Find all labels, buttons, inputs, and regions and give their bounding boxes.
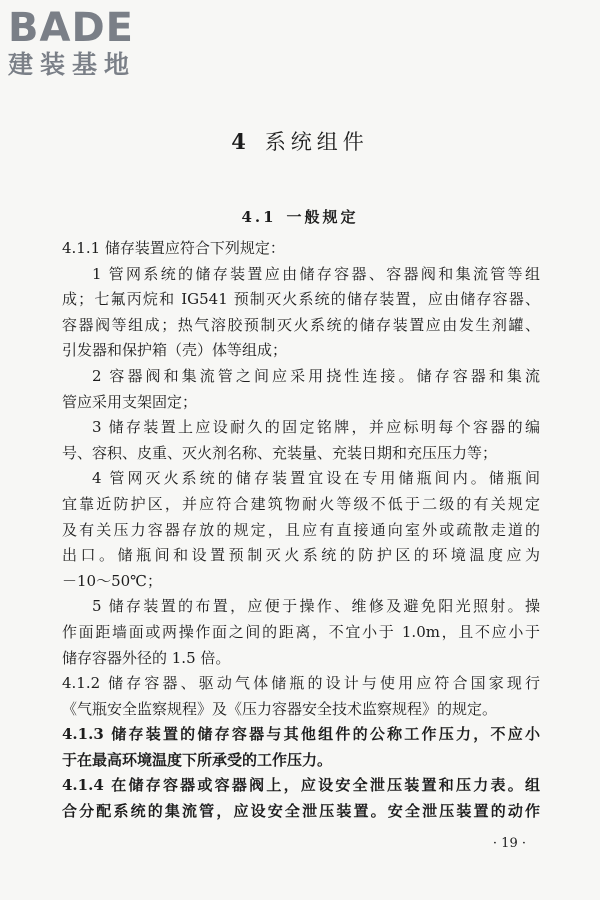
section-title: 一般规定 (286, 208, 359, 226)
item-4-line: 宜靠近防护区，并应符合建筑物耐火等级不低于二级的有关规定 (62, 494, 540, 513)
clause-4-1-1-line: 4.1.1 储存装置应符合下列规定： (62, 239, 285, 257)
item-4-line: 出口。储瓶间和设置预制灭火系统的防护区的环境温度应为 (62, 546, 540, 565)
section-number: 4.1 (241, 208, 277, 226)
chapter-title: 系统组件 (264, 130, 369, 154)
clause-4-1-3-line: 于在最高环境温度下所承受的工作压力。 (62, 750, 333, 769)
item-4-line: 及有关压力容器存放的规定，且应有直接通向室外或疏散走道的 (62, 520, 540, 539)
body-text (62, 236, 540, 825)
item-5-line: 储存容器外径的 1.5 倍。 (62, 648, 231, 667)
clause-4-1-3-line: 4.1.3 储存装置的储存容器与其他组件的公称工作压力，不应小 (62, 725, 540, 744)
item-1-line: 1 管网系统的储存装置应由储存容器、容器阀和集流管等组 (92, 264, 540, 283)
section-heading (0, 206, 600, 227)
clause-4-1-2-line: 4.1.2 储存容器、驱动气体储瓶的设计与使用应符合国家现行 (62, 674, 540, 693)
page-number: · 19 · (492, 836, 526, 851)
chapter-number: 4 (231, 129, 251, 154)
item-1-line: 成；七氟丙烷和 IG541 预制灭火系统的储存装置，应由储存容器、 (62, 290, 540, 309)
logo-brand: BADE (8, 5, 134, 51)
bade-logo (8, 6, 136, 80)
item-4-line: 4 管网灭火系统的储存装置宜设在专用储瓶间内。储瓶间 (92, 469, 540, 488)
item-2-line: 2 容器阀和集流管之间应采用挠性连接。储存容器和集流 (92, 366, 540, 385)
item-5-line: 5 储存装置的布置，应便于操作、维修及避免阳光照射。操 (92, 597, 540, 616)
item-1-line: 容器阀等组成；热气溶胶预制灭火系统的储存装置应由发生剂罐、 (62, 315, 540, 334)
chapter-heading (0, 126, 600, 156)
item-1-line: 引发器和保护箱（壳）体等组成； (62, 341, 288, 360)
item-3-line: 号、容积、皮重、灭火剂名称、充装量、充装日期和充压压力等； (62, 443, 498, 462)
item-4-line: －10～50℃； (62, 571, 162, 590)
item-2-line: 管应采用支架固定； (62, 392, 198, 411)
logo-subtitle: 建装基地 (8, 50, 137, 79)
item-5-line: 作面距墙面或两操作面之间的距离，不宜小于 1.0m，且不应小于 (62, 622, 540, 641)
item-3-line: 3 储存装置上应设耐久的固定铭牌，并应标明每个容器的编 (92, 418, 540, 437)
clause-4-1-4-line: 合分配系统的集流管，应设安全泄压装置。安全泄压装置的动作 (62, 802, 540, 821)
clause-4-1-2-line: 《气瓶安全监察规程》及《压力容器安全技术监察规程》的规定。 (62, 699, 498, 718)
clause-4-1-4-line: 4.1.4 在储存容器或容器阀上，应设安全泄压装置和压力表。组 (62, 776, 540, 795)
